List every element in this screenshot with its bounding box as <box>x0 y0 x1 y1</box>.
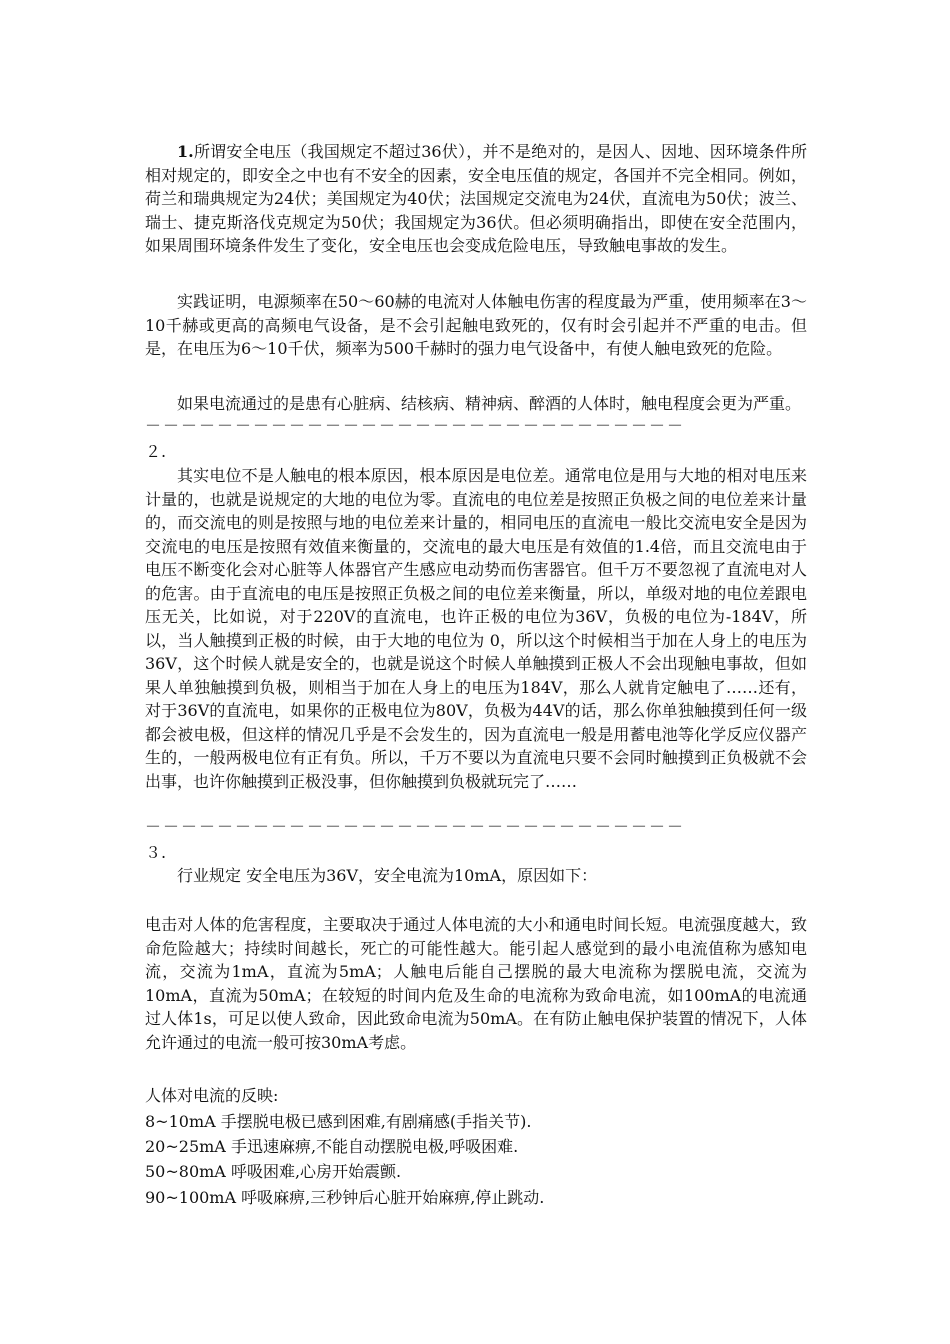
section-1-paragraph-3: 如果电流通过的是患有心脏病、结核病、精神病、醉酒的人体时，触电程度会更为严重。 <box>177 394 802 413</box>
reaction-item-2: 20~25mA 手迅速麻痹,不能自动摆脱电极,呼吸困难. <box>145 1137 519 1156</box>
section-2-number: ２. <box>145 442 167 461</box>
section-2-paragraph: 其实电位不是人触电的根本原因，根本原因是电位差。通常电位是用与大地的相对电压来计量的，也就是说规定的大地的电位为零。直流电的电位差是按照正负极之间的电位差来计量的，而交流电的则是按照与地的电位差来计量的，相同电压的直流电一般比交流电安全是因为交流电的电压是按照有效值来衡量的，交流电的最大电压是有效值的1.4倍，而且交流电由于电压不断变化会对心脏等人体器官产生感应电动势而伤害器官。但千万不要忽视了直流电对人的危害。由于直流电的电压是按照正负极之间的电位差来衡量，所以，单级对地的电位差跟电压无关，比如说，对于220V的直流电，也许正极的电位为36V，负极的电位为-184V，所以，当人触摸到正极的时候，由于大地的电位为 0，所以这个时候相当于加在人身上的电压为36V，这个时候人就是安全的，也就是说这个时候人单触摸到正极人不会出现触电事故，但如果人单独触摸到负极，则相当于加在人身上的电压为184V，那么人就肯定触电了……还有，对于36V的直流电，如果你的正极电位为80V，负极为44V的话，那么你单独触摸到任何一级都会被电极，但这样的情况几乎是不会发生的，因为直流电一般是用蓄电池等化学反应仪器产生的，一般两极电位有正有负。所以，千万不要以为直流电只要不会同时触摸到正负极就不会出事，也许你触摸到正极没事，但你触摸到负极就玩完了…… <box>145 466 807 791</box>
reaction-item-4: 90~100mA 呼吸麻痹,三秒钟后心脏开始麻痹,停止跳动. <box>145 1188 545 1207</box>
section-3-paragraph: 电击对人体的危害程度，主要取决于通过人体电流的大小和通电时间长短。电流强度越大，致命危险越大；持续时间越长，死亡的可能性越大。能引起人感觉到的最小电流值称为感知电流，交流为1mA，直流为5mA；人触电后能自己摆脱的最大电流称为摆脱电流，交流为10mA，直流为50mA；在较短的时间内危及生命的电流称为致命电流，如100mA的电流通过人体1s，可足以使人致命，因此致命电流为50mA。在有防止触电保护装置的情况下，人体允许通过的电流一般可按30mA考虑。 <box>145 915 807 1052</box>
divider-2: －－－－－－－－－－－－－－－－－－－－－－－－－－－－－－ <box>145 817 686 836</box>
reaction-item-3: 50~80mA 呼吸困难,心房开始震颤. <box>145 1162 402 1181</box>
section-1-number: 1. <box>177 142 194 161</box>
reaction-item-1: 8~10mA 手摆脱电极已感到困难,有剧痛感(手指关节). <box>145 1112 532 1131</box>
divider-1: －－－－－－－－－－－－－－－－－－－－－－－－－－－－－－ <box>145 416 686 435</box>
section-3-number: ３. <box>145 843 167 862</box>
section-3-intro: 行业规定 安全电压为36V，安全电流为10mA，原因如下： <box>177 866 598 885</box>
section-1-text: 所谓安全电压（我国规定不超过36伏），并不是绝对的，是因人、因地、因环境条件所相对规定的，即安全之中也有不安全的因素，安全电压值的规定，各国并不完全相同。例如，荷兰和瑞典规定为24伏；美国规定为40伏；法国规定交流电为24伏，直流电为50伏；波兰、瑞士、捷克斯洛伐克规定为50伏；我国规定为36伏。但必须明确指出，即使在安全范围内，如果周围环境条件发生了变化，安全电压也会变成危险电压，导致触电事故的发生。 <box>145 142 807 255</box>
section-1-paragraph-2: 实践证明，电源频率在50～60赫的电流对人体触电伤害的程度最为严重，使用频率在3～10千赫或更高的高频电气设备，是不会引起触电致死的，仅有时会引起并不严重的电击。但是，在电压为6～10千伏，频率为500千赫时的强力电气设备中，有使人触电致死的危险。 <box>145 292 807 358</box>
section-1-paragraph-1 <box>145 140 807 258</box>
reaction-title: 人体对电流的反映: <box>145 1086 279 1105</box>
